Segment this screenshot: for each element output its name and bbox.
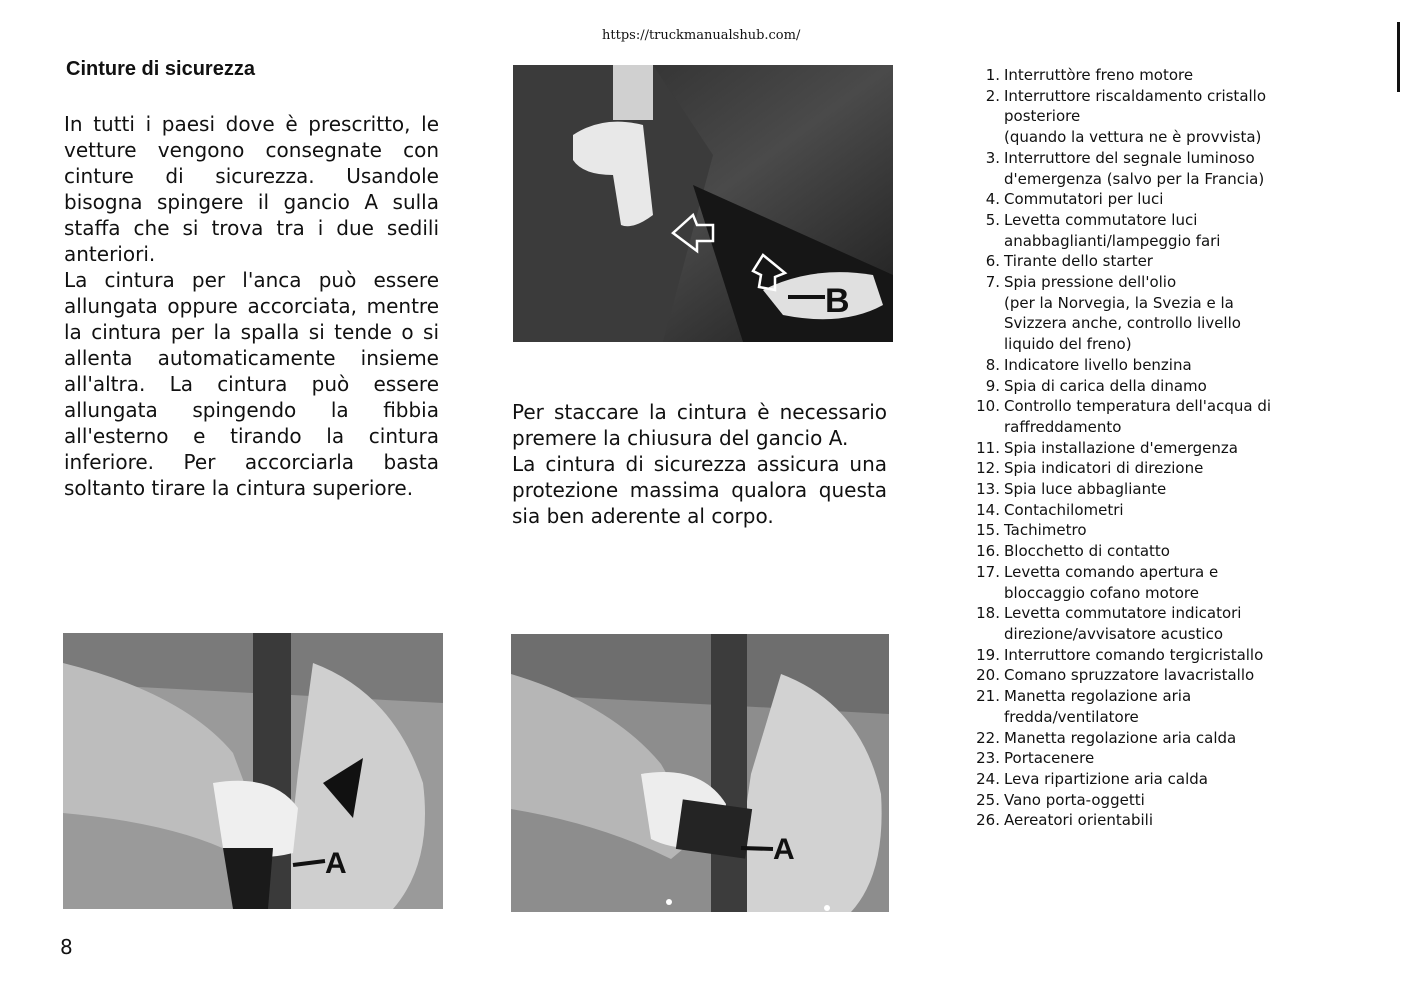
legend-item-number: 12. xyxy=(976,459,1000,478)
legend-item xyxy=(960,458,1280,479)
legend-item xyxy=(960,479,1280,500)
legend-item-number: 6. xyxy=(985,252,1000,271)
photo-buckle-detail xyxy=(511,634,889,912)
photo-fasten-belt xyxy=(63,633,443,909)
legend-item-number: 15. xyxy=(976,521,1000,540)
legend-item-text: Spia di carica della dinamo xyxy=(1004,376,1207,395)
controls-legend-list xyxy=(960,65,1280,831)
legend-item xyxy=(960,562,1280,603)
legend-item-text: Blocchetto di contatto xyxy=(1004,542,1170,561)
source-url: https://truckmanualshub.com/ xyxy=(602,28,801,43)
legend-item xyxy=(960,748,1280,769)
left-column-text xyxy=(64,111,439,501)
legend-item-text: Contachilometri xyxy=(1004,500,1124,519)
legend-item xyxy=(960,728,1280,749)
legend-item-text: Indicatore livello benzina xyxy=(1004,355,1192,374)
legend-item-text: Vano porta-oggetti xyxy=(1004,790,1145,809)
legend-item xyxy=(960,665,1280,686)
legend-item-text: Spia luce abbagliante xyxy=(1004,480,1167,499)
legend-item xyxy=(960,86,1280,148)
legend-item xyxy=(960,603,1280,644)
release-paragraph: Per staccare la cintura è necessario premere la chiusura del gancio A. xyxy=(512,400,887,450)
legend-item-number: 7. xyxy=(985,273,1000,292)
legend-item-number: 20. xyxy=(976,666,1000,685)
legend-item xyxy=(960,500,1280,521)
legend-item-number: 21. xyxy=(976,687,1000,706)
legend-item-text: Interruttore riscaldamento cristallo posteriore (quando la vettura ne è provvista) xyxy=(1004,86,1267,147)
legend-item-text: Interruttore del segnale luminoso d'emergenza (salvo per la Francia) xyxy=(1004,148,1265,188)
legend-item-text: Levetta commutatore luci anabbaglianti/lampeggio fari xyxy=(1004,210,1221,250)
legend-item-number: 24. xyxy=(976,769,1000,788)
legend-item-number: 9. xyxy=(985,376,1000,395)
legend-item-number: 25. xyxy=(976,790,1000,809)
middle-column-text xyxy=(512,399,887,529)
legend-item-number: 16. xyxy=(976,542,1000,561)
adjustment-paragraph: La cintura per l'anca può essere allungata oppure accorciata, mentre la cintura per la spalla si tende o si allenta automaticamente insieme all'altra. La cintura può essere allungata spingendo la fibbia all'esterno e tirando la cintura inferiore. Per accorciarla basta soltanto tirare la cintura superiore. xyxy=(64,268,439,500)
legend-item-text: Interruttore comando tergicristallo xyxy=(1004,645,1264,664)
protection-paragraph: La cintura di sicurezza assicura una protezione massima qualora questa sia ben aderente al corpo. xyxy=(512,452,887,528)
legend-item-number: 2. xyxy=(985,86,1000,105)
legend-item-number: 10. xyxy=(976,397,1000,416)
legend-item-number: 26. xyxy=(976,811,1000,830)
legend-item-text: Spia indicatori di direzione xyxy=(1004,459,1204,478)
legend-item xyxy=(960,355,1280,376)
legend-item xyxy=(960,645,1280,666)
legend-item-text: Interruttòre freno motore xyxy=(1004,66,1194,84)
legend-item xyxy=(960,376,1280,397)
legend-item xyxy=(960,251,1280,272)
legend-item-text: Spia installazione d'emergenza xyxy=(1004,438,1238,457)
legend-item-text: Levetta comando apertura e bloccaggio cofano motore xyxy=(1004,562,1219,602)
legend-item xyxy=(960,769,1280,790)
legend-item-text: Manetta regolazione aria fredda/ventilatore xyxy=(1004,687,1192,726)
legend-item xyxy=(960,65,1280,86)
legend-item-number: 1. xyxy=(985,66,1000,84)
legend-item-number: 4. xyxy=(985,190,1000,209)
legend-item-text: Tachimetro xyxy=(1004,521,1087,540)
legend-item xyxy=(960,790,1280,811)
legend-item xyxy=(960,148,1280,189)
legend-item-text: Commutatori per luci xyxy=(1004,190,1164,209)
legend-item-text: Aereatori orientabili xyxy=(1004,811,1153,830)
legend-item-text: Tirante dello starter xyxy=(1004,252,1153,271)
legend-item xyxy=(960,210,1280,251)
legend-item-text: Levetta commutatore indicatori direzione/avvisatore acustico xyxy=(1004,604,1242,643)
legend-item-text: Manetta regolazione aria calda xyxy=(1004,728,1237,747)
legend-item-number: 14. xyxy=(976,500,1000,519)
legend-item xyxy=(960,438,1280,459)
legend-item-number: 8. xyxy=(985,355,1000,374)
legend-item-number: 17. xyxy=(976,562,1000,581)
legend-item xyxy=(960,396,1280,437)
intro-paragraph: In tutti i paesi dove è prescritto, le vetture vengono consegnate con cinture di sicurezza. Usandole bisogna spingere il gancio A sulla staffa che si trova tra i due sedili anteriori. xyxy=(64,112,439,266)
legend-item-number: 3. xyxy=(985,148,1000,167)
photo-fasten-label: A xyxy=(325,847,347,880)
legend-item xyxy=(960,686,1280,727)
section-title: Cinture di sicurezza xyxy=(66,58,255,80)
legend-item-number: 23. xyxy=(976,749,1000,768)
legend-item-number: 13. xyxy=(976,480,1000,499)
legend-item xyxy=(960,520,1280,541)
page-number: 8 xyxy=(60,935,73,959)
page-edge-mark xyxy=(1397,22,1400,92)
legend-item-text: Leva ripartizione aria calda xyxy=(1004,769,1208,788)
legend-item-number: 19. xyxy=(976,645,1000,664)
photo-buckle-label: A xyxy=(773,833,795,866)
photo-release-label: B xyxy=(825,282,850,320)
legend-item-text: Spia pressione dell'olio (per la Norvegia, la Svezia e la Svizzera anche, controllo livello liquido del freno) xyxy=(1004,273,1241,354)
legend-item-number: 11. xyxy=(976,438,1000,457)
photo-release-belt xyxy=(513,65,893,342)
legend-item-number: 5. xyxy=(985,210,1000,229)
legend-item-text: Portacenere xyxy=(1004,749,1095,768)
legend-item xyxy=(960,810,1280,831)
legend-item-number: 18. xyxy=(976,604,1000,623)
legend-item-text: Controllo temperatura dell'acqua di raffreddamento xyxy=(1004,397,1272,436)
legend-item xyxy=(960,272,1280,355)
legend-item-number: 22. xyxy=(976,728,1000,747)
legend-item xyxy=(960,189,1280,210)
legend-item-text: Comano spruzzatore lavacristallo xyxy=(1004,666,1255,685)
legend-item xyxy=(960,541,1280,562)
